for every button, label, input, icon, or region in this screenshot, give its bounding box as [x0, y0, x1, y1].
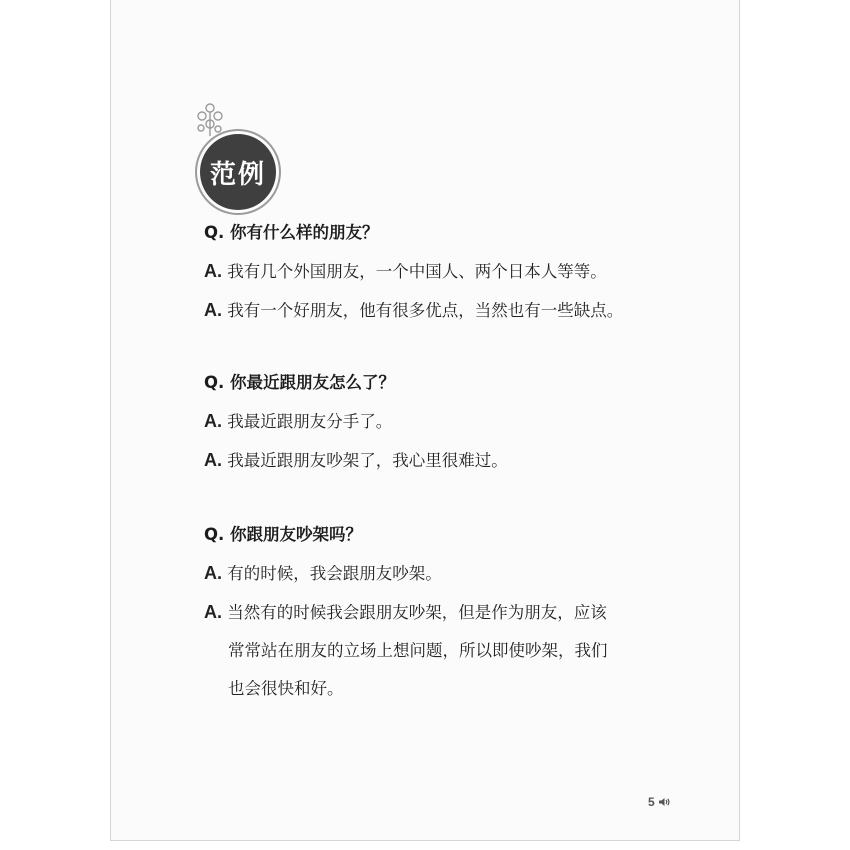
answer	[204, 449, 674, 472]
answer-marker: A.	[204, 563, 222, 583]
answer	[204, 260, 674, 283]
answer-text: 当然有的时候我会跟朋友吵架，但是作为朋友，应该	[227, 603, 607, 622]
answer-text: 我有几个外国朋友，一个中国人、两个日本人等等。	[227, 262, 607, 281]
answer-continuation: 也会很快和好。	[228, 679, 344, 698]
answer-marker: A.	[204, 602, 222, 622]
answer-text: 我有一个好朋友，他有很多优点，当然也有一些缺点。	[227, 301, 624, 320]
answer-text: 有的时候，我会跟朋友吵架。	[227, 564, 442, 583]
qa-block-1	[204, 222, 674, 322]
qa-block-2	[204, 372, 674, 472]
answer	[204, 601, 674, 624]
speaker-icon	[658, 797, 670, 807]
page-footer	[648, 794, 670, 810]
answer	[204, 410, 674, 433]
answer-continuation: 常常站在朋友的立场上想问题，所以即使吵架，我们	[228, 641, 608, 660]
answer-text: 我最近跟朋友分手了。	[227, 412, 393, 431]
answer-marker: A.	[204, 411, 222, 431]
answer-text: 我最近跟朋友吵架了，我心里很难过。	[227, 451, 508, 470]
question: Q. 你跟朋友吵架吗？	[204, 525, 363, 544]
section-title-badge	[200, 134, 276, 210]
answer	[204, 562, 674, 585]
question: Q. 你最近跟朋友怎么了？	[204, 373, 396, 392]
page-number: 5	[648, 795, 655, 809]
section-title: 范例	[209, 159, 266, 190]
answer-marker: A.	[204, 450, 222, 470]
answer-marker: A.	[204, 300, 222, 320]
answer-marker: A.	[204, 261, 222, 281]
answer	[204, 299, 674, 322]
qa-block-3	[204, 524, 674, 700]
question: Q. 你有什么样的朋友？	[204, 223, 379, 242]
